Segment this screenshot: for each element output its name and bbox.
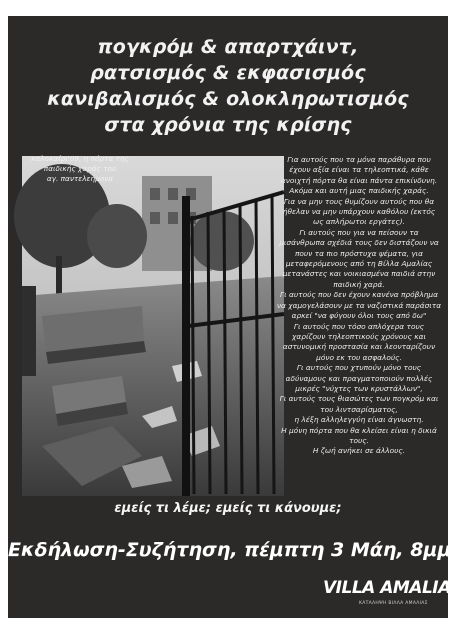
body-line: ως απλήρωτοι εργάτες). <box>313 217 405 227</box>
body-line: τους. <box>349 435 369 445</box>
body-line: μετανάστες και νοικιασμένα παιδιά στην <box>282 269 436 279</box>
caption-line: παιδικής χαράς του <box>43 164 117 173</box>
body-line: Γι αυτούς τους θιασώτες των πογκρόμ και <box>279 394 439 404</box>
logo-text: VILLA AMALIAS <box>323 578 463 598</box>
body-line: να χαμογελάσουν με τα ναζιστικά παράσιτα <box>276 300 442 310</box>
body-line: μισάνθρωπα σχέδιά τους δεν διστάζουν να <box>279 238 439 248</box>
headline <box>8 34 448 138</box>
poster <box>8 16 463 618</box>
question-line: εμείς τι λέμε; εμείς τι κάνουμε; <box>114 501 342 516</box>
villa-amalias-logo <box>323 578 463 618</box>
body-line: Για αυτούς που τα μόνα παράθυρα που <box>287 155 431 164</box>
body-line: αρκεί "να φύγουν όλοι τους από δω" <box>291 311 427 321</box>
body-line: Γι αυτούς που δεν έχουν κανένα πρόβλημα <box>280 290 438 300</box>
body-line: πουν τα πιο πρόστυχα ψέματα, για <box>294 248 424 258</box>
body-line: μικρές "νύχτες των κρυστάλλων", <box>295 383 423 393</box>
headline-line: στα χρόνια της κρίσης <box>104 114 352 136</box>
body-line: Η μόνη πόρτα που θα κλείσει είναι η δικιά <box>281 425 437 435</box>
headline-line: πογκρόμ & απαρτχάιντ, <box>97 36 359 58</box>
body-line: αστυνομική προστασία και λεονταρίζουν <box>282 342 436 352</box>
body-line: παιδική χαρά. <box>333 279 385 289</box>
body-line: η λέξη αλληλεγγύη είναι άγνωστη. <box>294 415 424 425</box>
event-announcement: Εκδήλωση-Συζήτηση, πέμπτη 3 Μάη, 8μμ <box>8 539 452 561</box>
body-line: μόνο εκ του ασφαλούς. <box>316 352 402 362</box>
body-line: Γι αυτούς που χτυπούν μόνο τους <box>296 363 422 373</box>
body-line: Γι αυτούς που για να πείσουν τα <box>299 227 419 237</box>
body-line: Γι αυτούς που τόσο απλόχερα τους <box>293 321 425 331</box>
headline-line: κανιβαλισμός & ολοκληρωτισμός <box>47 88 409 110</box>
body-text <box>266 155 452 457</box>
caption-line: καλοκαίρι'09, η πόρτα της <box>31 154 129 163</box>
body-line: ανοιχτή πόρτα θα είναι πάντα επικίνδυνη. <box>280 175 438 185</box>
playground-gate-photo <box>22 156 284 496</box>
logo-subtext: ΚΑΤΑΛΗΨΗ ΒΙΛΛΑ ΑΜΑΛΙΑΣ <box>359 601 428 606</box>
body-line: μεταφερόμενους από τη Βίλλα Αμαλίας <box>285 259 433 269</box>
body-line: ήθελαν να μην υπάρχουν καθόλου (εκτός <box>282 207 436 217</box>
body-line: Η ζωή ανήκει σε άλλους. <box>312 446 406 456</box>
body-line: χαρίζουν τηλεοπτικούς χρόνους και <box>292 331 426 341</box>
body-line: έχουν αξία είναι τα τηλεοπτικά, κάθε <box>289 165 429 175</box>
body-line: Ακόμα και αυτή μιας παιδικής χαράς. <box>289 186 429 196</box>
caption-line: αγ. παντελεήμονα <box>46 174 114 183</box>
photo-caption <box>14 154 146 184</box>
body-line: Για να μην τους θυμίζουν αυτούς που θα <box>283 196 435 206</box>
body-line: αδύναμους και πραγματοποιούν πολλές <box>285 373 433 383</box>
headline-line: ρατσισμός & εκφασισμός <box>90 62 366 84</box>
body-line: του λιντσαρίσματος, <box>320 404 398 414</box>
